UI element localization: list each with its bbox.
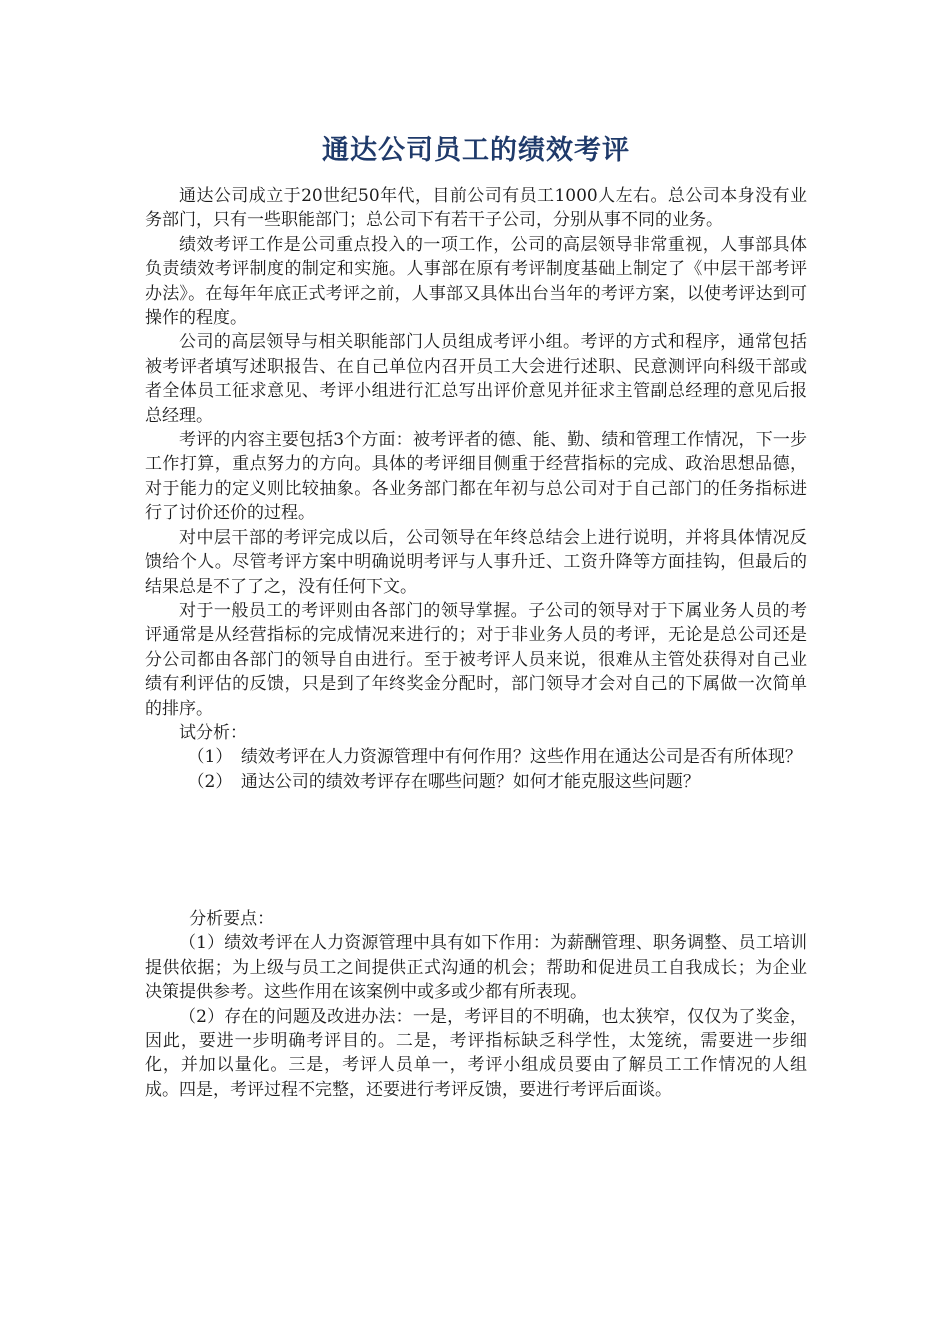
analysis-point-2: （2）存在的问题及改进办法：一是，考评目的不明确，也太狭窄，仅仅为了奖金，因此，要进一步明确考评目的。二是，考评指标缺乏科学性，太笼统，需要进一步细化，并加以量化。三是，考评人员单一，考评小组成员要由了解员工工作情况的人组成。四是，考评过程不完整，还要进行考评反馈，要进行考评后面谈。: [145, 1006, 807, 1100]
document-title: 通达公司员工的绩效考评: [322, 135, 630, 166]
question-1: （1） 绩效考评在人力资源管理中有何作用？这些作用在通达公司是否有所体现？: [187, 747, 802, 768]
paragraph: 通达公司成立于20世纪50年代，目前公司有员工1000人左右。总公司本身没有业务部门，只有一些职能部门；总公司下有若干子公司，分别从事不同的业务。: [145, 186, 807, 231]
analysis-heading: 分析要点：: [189, 909, 275, 929]
paragraph: 考评的内容主要包括3个方面：被考评者的德、能、勤、绩和管理工作情况，下一步工作打算，重点努力的方向。具体的考评细目侧重于经营指标的完成、政治思想品德，对于能力的定义则比较抽象。各业务部门都在年初与总公司对于自己部门的任务指标进行了讨价还价的过程。: [145, 430, 807, 524]
paragraph: 绩效考评工作是公司重点投入的一项工作，公司的高层领导非常重视，人事部具体负责绩效考评制度的制定和实施。人事部在原有考评制度基础上制定了《中层干部考评办法》。在每年年底正式考评之前，人事部又具体出台当年的考评方案，以使考评达到可操作的程度。: [145, 234, 807, 329]
analysis-prompt: 试分析：: [179, 722, 247, 743]
paragraph: 公司的高层领导与相关职能部门人员组成考评小组。考评的方式和程序，通常包括被考评者填写述职报告、在自己单位内召开员工大会进行述职、民意测评向科级干部或者全体员工征求意见、考评小组进行汇总写出评价意见并征求主管副总经理的意见后报总经理。: [145, 332, 807, 426]
paragraph: 对于一般员工的考评则由各部门的领导掌握。子公司的领导对于下属业务人员的考评通常是从经营指标的完成情况来进行的；对于非业务人员的考评，无论是总公司还是分公司都由各部门的领导自由进行。至于被考评人员来说，很难从主管处获得对自己业绩有利评估的反馈，只是到了年终奖金分配时，部门领导才会对自己的下属做一次简单的排序。: [145, 600, 807, 719]
case-body: [145, 184, 807, 794]
paragraph: 对中层干部的考评完成以后，公司领导在年终总结会上进行说明，并将具体情况反馈给个人。尽管考评方案中明确说明考评与人事升迁、工资升降等方面挂钩，但最后的结果总是不了了之，没有任何下文。: [145, 527, 807, 597]
analysis-point-1: （1）绩效考评在人力资源管理中具有如下作用：为薪酬管理、职务调整、员工培训提供依据；为上级与员工之间提供正式沟通的机会；帮助和促进员工自我成长；为企业决策提供参考。这些作用在该案例中或多或少都有所表现。: [145, 933, 807, 1003]
question-2: （2） 通达公司的绩效考评存在哪些问题？如何才能克服这些问题？: [187, 771, 700, 792]
analysis-section: [145, 907, 807, 1102]
